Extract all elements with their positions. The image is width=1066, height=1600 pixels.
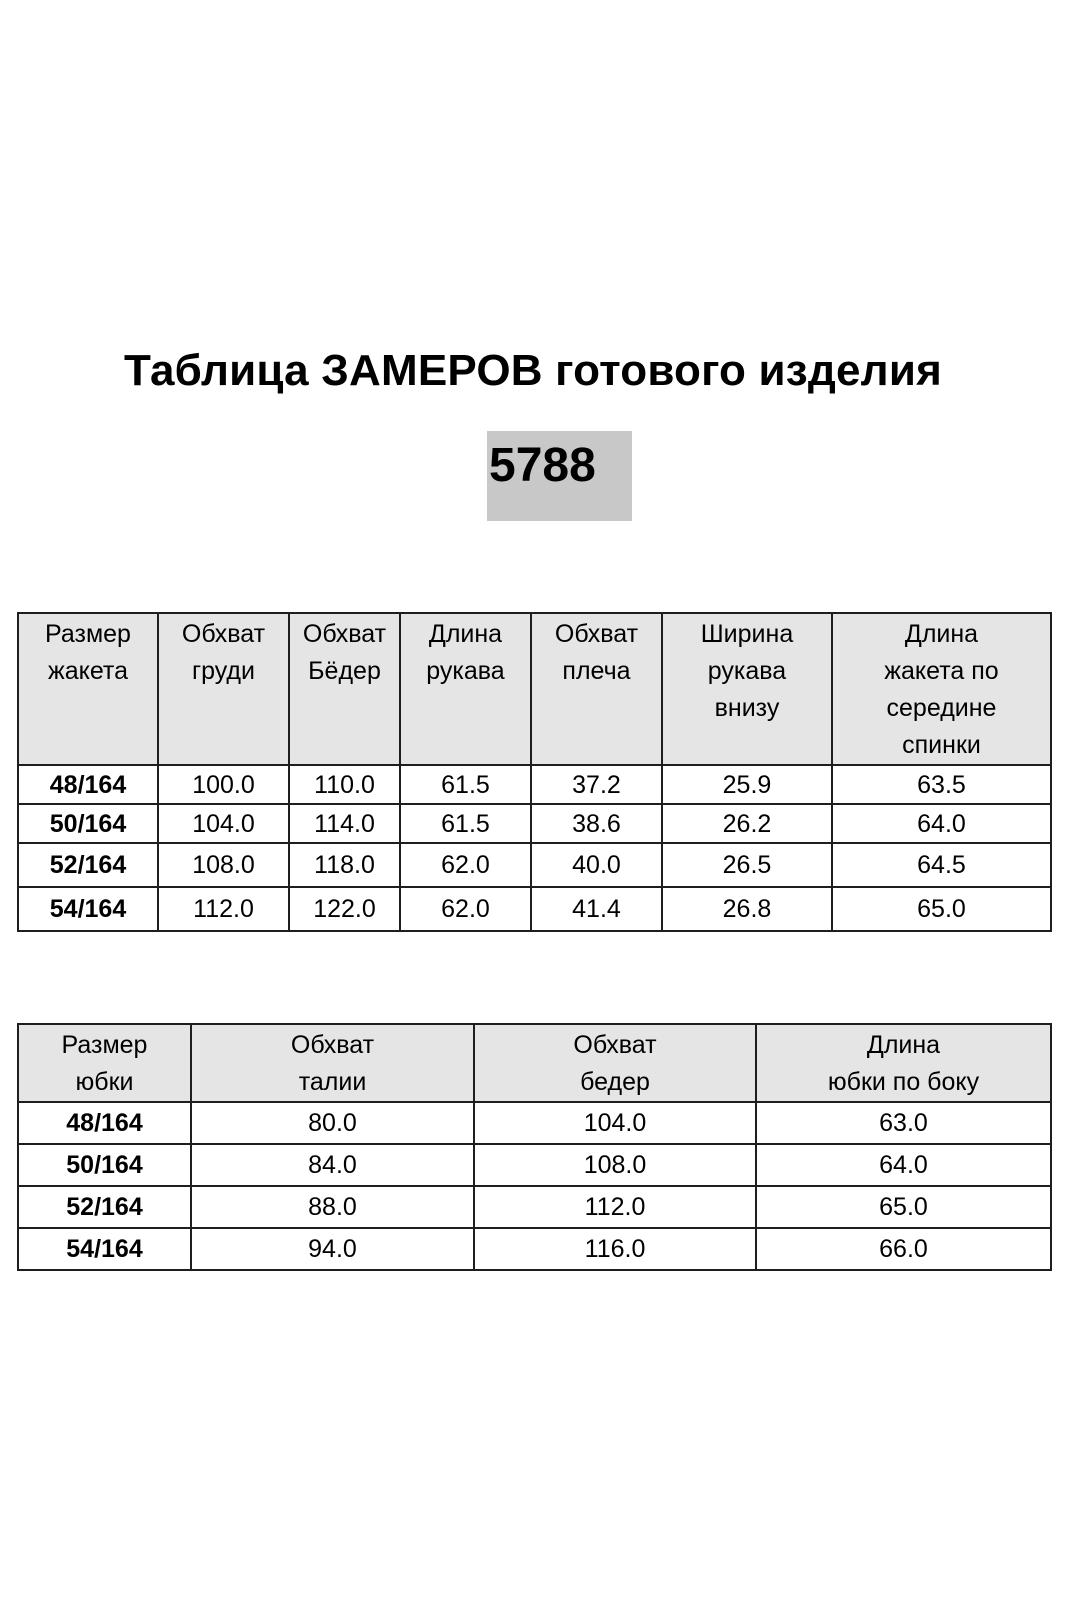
jacket-measurements-table [17,612,1052,932]
size-cell: 50/164 [18,1144,191,1186]
table-row [18,1186,1051,1228]
column-header-line: Длина [428,620,503,648]
value-cell: 100.0 [158,765,289,804]
column-header-line: плеча [562,657,631,685]
jacket-table-body [18,765,1051,931]
value-cell: 94.0 [191,1228,474,1270]
column-header [662,613,832,765]
column-header-line: спинки [902,731,981,759]
value-cell: 62.0 [400,887,531,931]
column-header-line: рукава [426,657,505,685]
value-cell: 64.5 [832,843,1051,887]
value-cell: 104.0 [474,1102,756,1144]
column-header-line: юбки [75,1068,134,1096]
column-header-line: груди [192,657,255,685]
column-header-line: юбки по боку [827,1068,980,1096]
table-row [18,765,1051,804]
table-row [18,887,1051,931]
column-header-line: бедер [580,1068,650,1096]
value-cell: 108.0 [158,843,289,887]
table-row [18,1144,1051,1186]
size-cell: 52/164 [18,1186,191,1228]
skirt-table-body [18,1102,1051,1270]
value-cell: 114.0 [289,804,400,843]
value-cell: 65.0 [756,1186,1051,1228]
value-cell: 65.0 [832,887,1051,931]
value-cell: 61.5 [400,804,531,843]
column-header-line: Длина [866,1031,941,1059]
column-header-line: Обхват [573,1031,657,1059]
column-header [400,613,531,765]
value-cell: 110.0 [289,765,400,804]
column-header-line: Обхват [181,620,266,648]
value-cell: 38.6 [531,804,662,843]
column-header-line: Обхват [302,620,387,648]
value-cell: 26.2 [662,804,832,843]
value-cell: 112.0 [158,887,289,931]
value-cell: 88.0 [191,1186,474,1228]
column-header [531,613,662,765]
column-header-line: Размер [45,620,131,648]
table-row [18,843,1051,887]
value-cell: 116.0 [474,1228,756,1270]
skirt-measurements-table [17,1023,1052,1271]
column-header [158,613,289,765]
column-header-line: Обхват [290,1031,375,1059]
table-row [18,1102,1051,1144]
value-cell: 63.5 [832,765,1051,804]
value-cell: 118.0 [289,843,400,887]
value-cell: 41.4 [531,887,662,931]
size-cell: 48/164 [18,765,158,804]
column-header-line: внизу [714,694,780,722]
column-header [18,613,158,765]
column-header-line: жакета [48,657,128,685]
value-cell: 64.0 [756,1144,1051,1186]
value-cell: 40.0 [531,843,662,887]
column-header [832,613,1051,765]
column-header-line: середине [886,694,997,722]
value-cell: 26.8 [662,887,832,931]
size-cell: 54/164 [18,887,158,931]
table-row [18,804,1051,843]
value-cell: 122.0 [289,887,400,931]
column-header [474,1024,756,1102]
column-header-line: Бёдер [308,657,381,685]
value-cell: 66.0 [756,1228,1051,1270]
value-cell: 112.0 [474,1186,756,1228]
column-header-line: Длина [904,620,979,648]
size-cell: 52/164 [18,843,158,887]
column-header [289,613,400,765]
skirt-header-row [18,1024,1051,1102]
page-title: Таблица ЗАМЕРОВ готового изделия [124,346,942,395]
value-cell: 25.9 [662,765,832,804]
column-header [756,1024,1051,1102]
value-cell: 37.2 [531,765,662,804]
value-cell: 84.0 [191,1144,474,1186]
value-cell: 63.0 [756,1102,1051,1144]
value-cell: 26.5 [662,843,832,887]
table-row [18,1228,1051,1270]
column-header [191,1024,474,1102]
value-cell: 104.0 [158,804,289,843]
column-header-line: Ширина [700,620,794,648]
size-cell: 48/164 [18,1102,191,1144]
value-cell: 61.5 [400,765,531,804]
size-cell: 54/164 [18,1228,191,1270]
article-number-badge: 5788 [487,431,632,521]
size-cell: 50/164 [18,804,158,843]
column-header-line: Размер [61,1031,148,1059]
value-cell: 80.0 [191,1102,474,1144]
jacket-header-row [18,613,1051,765]
column-header-line: жакета по [884,657,999,685]
value-cell: 62.0 [400,843,531,887]
value-cell: 64.0 [832,804,1051,843]
value-cell: 108.0 [474,1144,756,1186]
column-header-line: талии [298,1068,367,1096]
column-header-line: Обхват [554,620,639,648]
column-header-line: рукава [707,657,787,685]
column-header [18,1024,191,1102]
